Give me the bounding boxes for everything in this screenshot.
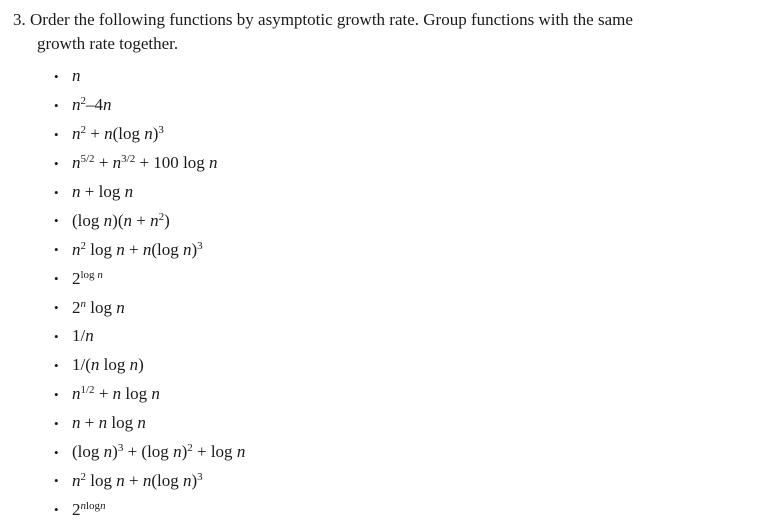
function-expression: 1/(n log n)	[72, 355, 144, 375]
function-expression: $n^2$ log n + n(log n)$^3$	[72, 470, 203, 490]
function-expression: 2$^n$ log n	[72, 297, 125, 317]
exponent: 3/2	[121, 153, 136, 166]
function-item	[54, 235, 734, 264]
function-item	[54, 178, 734, 207]
exponent: 3	[158, 124, 164, 137]
exponent: 2	[80, 124, 86, 137]
function-expression: $2^{nlogn}$	[72, 499, 106, 519]
bullet-icon: •	[54, 126, 59, 142]
bullet-icon: •	[54, 502, 59, 518]
function-expression: n + n log n	[72, 413, 146, 433]
bullet-icon: •	[54, 473, 59, 489]
exponent: 1/2	[80, 384, 95, 397]
function-expression: (log n)$^3$ + (log n)$^2$ + log n	[72, 442, 246, 462]
function-item	[54, 149, 734, 178]
function-expression: 1/n	[72, 326, 94, 346]
exponent: 2	[187, 442, 193, 455]
exponent: n	[80, 297, 86, 310]
exponent: 3	[117, 442, 124, 455]
exponent: 2	[80, 239, 86, 252]
function-expression: n	[72, 66, 81, 86]
function-item	[54, 380, 734, 409]
function-item	[54, 264, 734, 293]
function-expression: (log $n)(n + n^2)$	[72, 210, 170, 230]
problem-line-2	[13, 32, 743, 56]
function-expression: $n^2-4n$	[72, 95, 112, 115]
function-item	[54, 293, 734, 322]
function-list	[54, 62, 734, 524]
problem-text-line-1: Order the following functions by asymptotic growth rate. Group functions with the same	[30, 10, 633, 29]
exponent: log n	[80, 268, 103, 281]
function-expression: $n^{5/2} + n^{3/2} + 100$ log n	[72, 153, 218, 173]
bullet-icon: •	[54, 328, 59, 344]
function-item	[54, 495, 734, 524]
function-item	[54, 120, 734, 149]
bullet-icon: •	[54, 213, 59, 229]
function-item	[54, 409, 734, 438]
function-item	[54, 91, 734, 120]
bullet-icon: •	[54, 415, 59, 431]
function-expression: $n^{1/2} + n$ log n	[72, 384, 160, 404]
exponent: 5/2	[80, 153, 95, 166]
function-item	[54, 466, 734, 495]
bullet-icon: •	[54, 271, 59, 287]
exponent: nlogn	[80, 499, 106, 512]
function-expression: $n^2$ log n + n(log n)$^3$	[72, 239, 203, 259]
exponent: 2	[80, 470, 86, 483]
exponent: 2	[80, 95, 86, 108]
problem-statement	[13, 8, 743, 56]
bullet-icon: •	[54, 155, 59, 171]
function-expression: $2^{log n}$	[72, 268, 103, 288]
bullet-icon: •	[54, 242, 59, 258]
exponent: 3	[197, 239, 203, 252]
bullet-icon: •	[54, 386, 59, 402]
problem-line-1	[13, 8, 743, 32]
function-item	[54, 322, 734, 351]
function-item	[54, 351, 734, 380]
function-item	[54, 438, 734, 467]
bullet-icon: •	[54, 68, 59, 84]
bullet-icon: •	[54, 184, 59, 200]
exponent: 3	[197, 470, 203, 483]
problem-text-line-2: growth rate together.	[37, 34, 179, 53]
function-item	[54, 62, 734, 91]
function-expression: $n^2 + n(\log$ n)$^3$	[72, 124, 164, 144]
bullet-icon: •	[54, 444, 59, 460]
problem-number: 3.	[13, 10, 26, 29]
bullet-icon: •	[54, 300, 59, 316]
function-item	[54, 206, 734, 235]
exponent: 2	[158, 210, 165, 223]
bullet-icon: •	[54, 357, 59, 373]
bullet-icon: •	[54, 97, 59, 113]
function-expression: n + log n	[72, 182, 134, 201]
